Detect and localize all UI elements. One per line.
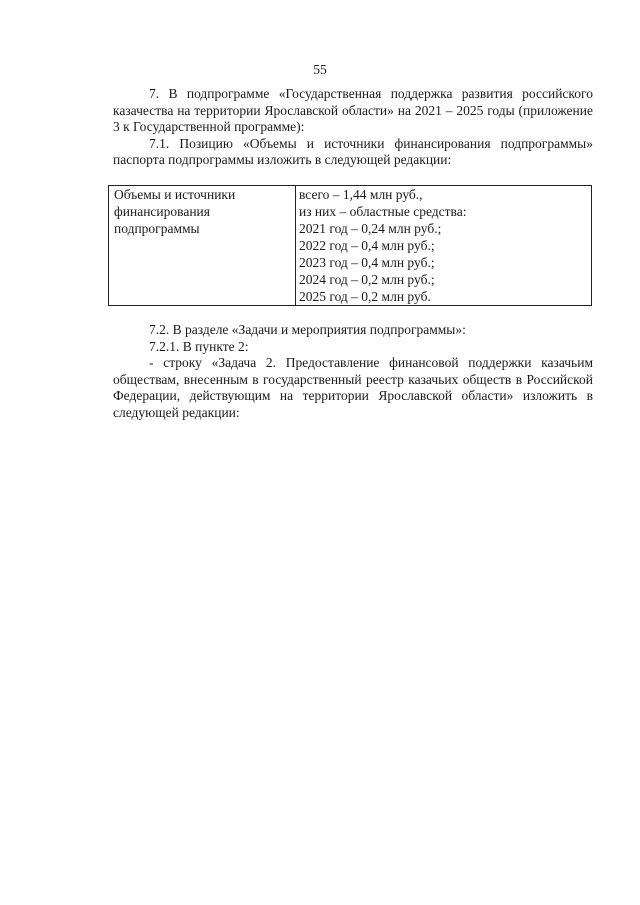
funding-year-2022: 2022 год – 0,4 млн руб.; bbox=[299, 238, 435, 253]
funding-total: всего – 1,44 млн руб., bbox=[299, 187, 423, 202]
funding-year-2025: 2025 год – 0,2 млн руб. bbox=[299, 289, 431, 304]
funding-year-2024: 2024 год – 0,2 млн руб.; bbox=[299, 272, 435, 287]
funding-values-cell bbox=[296, 186, 592, 306]
funding-label-cell bbox=[109, 186, 296, 306]
funding-of-which: из них – областные средства: bbox=[299, 204, 467, 219]
funding-year-2023: 2023 год – 0,4 млн руб.; bbox=[299, 255, 435, 270]
funding-table bbox=[108, 185, 592, 306]
funding-label: Объемы и источники финансирования подпрограммы bbox=[114, 187, 236, 236]
section-7 bbox=[113, 86, 593, 169]
page-number: 55 bbox=[313, 62, 327, 77]
item-7-2: 7.2. В разделе «Задачи и мероприятия подпрограммы»: bbox=[149, 322, 466, 337]
item-line-task-2: - строку «Задача 2. Предоставление финансовой поддержки казачьим обществам, внесенным в государственный реестр казачьих обществ в Российской Федерации, действующим на территории Ярославской области» изложить в следующей редакции: bbox=[113, 355, 593, 420]
funding-year-2021: 2021 год – 0,24 млн руб.; bbox=[299, 221, 442, 236]
item-7-1: 7.1. Позицию «Объемы и источники финансирования подпрограммы» паспорта подпрограммы изложить в следующей редакции: bbox=[113, 135, 593, 167]
item-7-2-1: 7.2.1. В пункте 2: bbox=[149, 338, 249, 354]
section-7-2 bbox=[113, 322, 593, 421]
table-row bbox=[109, 186, 592, 306]
section-7-intro: 7. В подпрограмме «Государственная поддержка развития российского казачества на территории Ярославской области» на 2021 – 2025 годы (приложение 3 к Государственной программе): bbox=[113, 86, 593, 134]
